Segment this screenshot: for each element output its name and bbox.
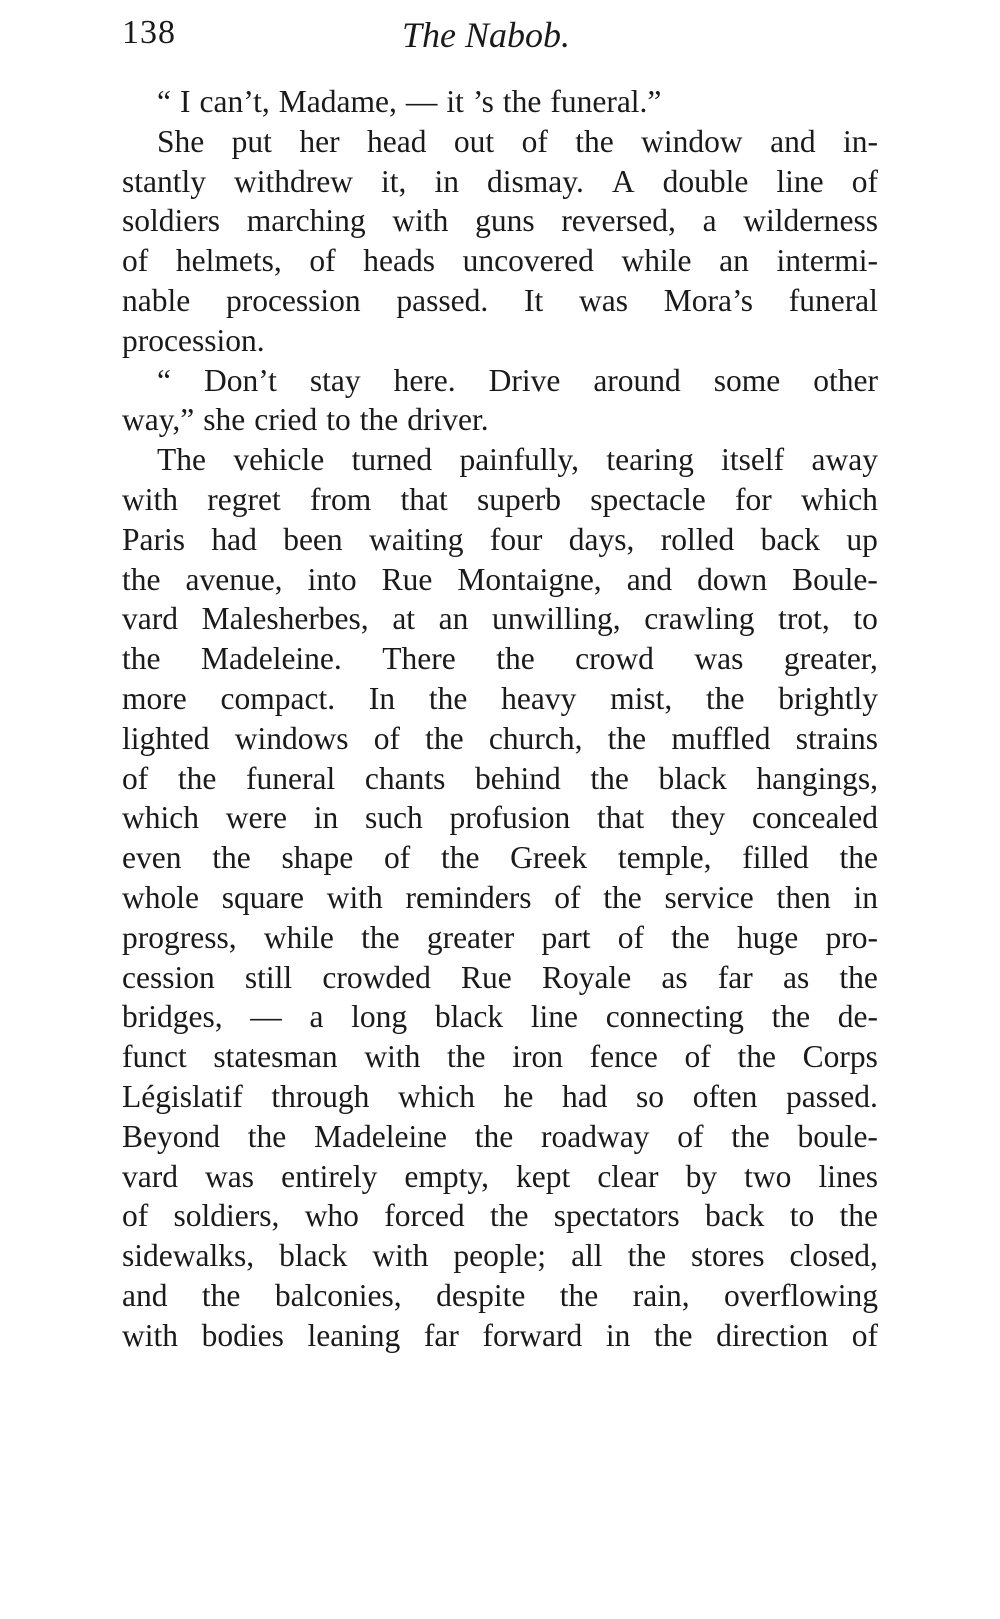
text-line: “ I can’t, Madame, — it ’s the funeral.” [157, 84, 662, 119]
text-line: the avenue, into Rue Montaigne, and down Boule- [122, 561, 878, 597]
text-line: The vehicle turned painfully, tearing itself away [157, 442, 878, 478]
text-line: even the shape of the Greek temple, filled the [122, 840, 878, 876]
text-line: lighted windows of the church, the muffled strains [122, 720, 878, 756]
text-line: vard Malesherbes, at an unwilling, crawling trot, to [122, 601, 878, 637]
text-line: the Madeleine. There the crowd was greater, [122, 641, 878, 677]
text-line: bridges, — a long black line connecting the de- [122, 999, 878, 1035]
book-title: The Nabob. [402, 15, 571, 55]
page-number: 138 [122, 14, 176, 51]
text-line: of the funeral chants behind the black hangings, [122, 760, 878, 796]
text-line: with regret from that superb spectacle for which [122, 481, 878, 517]
text-line: She put her head out of the window and in- [157, 123, 878, 159]
text-line: vard was entirely empty, kept clear by two lines [122, 1158, 878, 1194]
text-line: cession still crowded Rue Royale as far as the [122, 959, 878, 995]
text-line: of soldiers, who forced the spectators back to the [122, 1198, 878, 1234]
text-line: whole square with reminders of the service then in [122, 879, 878, 915]
text-line: which were in such profusion that they concealed [122, 800, 878, 836]
text-line: Beyond the Madeleine the roadway of the boule- [122, 1118, 878, 1154]
text-line: funct statesman with the iron fence of the Corps [122, 1039, 878, 1075]
text-line: way,” she cried to the driver. [122, 402, 489, 438]
text-line: progress, while the greater part of the huge pro- [122, 919, 878, 955]
text-line: sidewalks, black with people; all the stores closed, [122, 1238, 878, 1274]
running-head [0, 14, 1000, 58]
text-line: and the balconies, despite the rain, overflowing [122, 1277, 878, 1313]
text-line: with bodies leaning far forward in the direction of [122, 1317, 878, 1353]
text-line: “ Don’t stay here. Drive around some other [157, 362, 878, 398]
text-line: stantly withdrew it, in dismay. A double line of [122, 163, 878, 199]
text-line: Paris had been waiting four days, rolled back up [122, 521, 878, 557]
text-line: more compact. In the heavy mist, the brightly [122, 680, 878, 716]
text-line: procession. [122, 322, 265, 358]
text-line: soldiers marching with guns reversed, a wilderness [122, 203, 878, 239]
text-line: of helmets, of heads uncovered while an intermi- [122, 243, 878, 279]
text-line: Législatif through which he had so often passed. [122, 1078, 878, 1114]
text-line: nable procession passed. It was Mora’s funeral [122, 282, 878, 318]
body-text [122, 82, 878, 1356]
